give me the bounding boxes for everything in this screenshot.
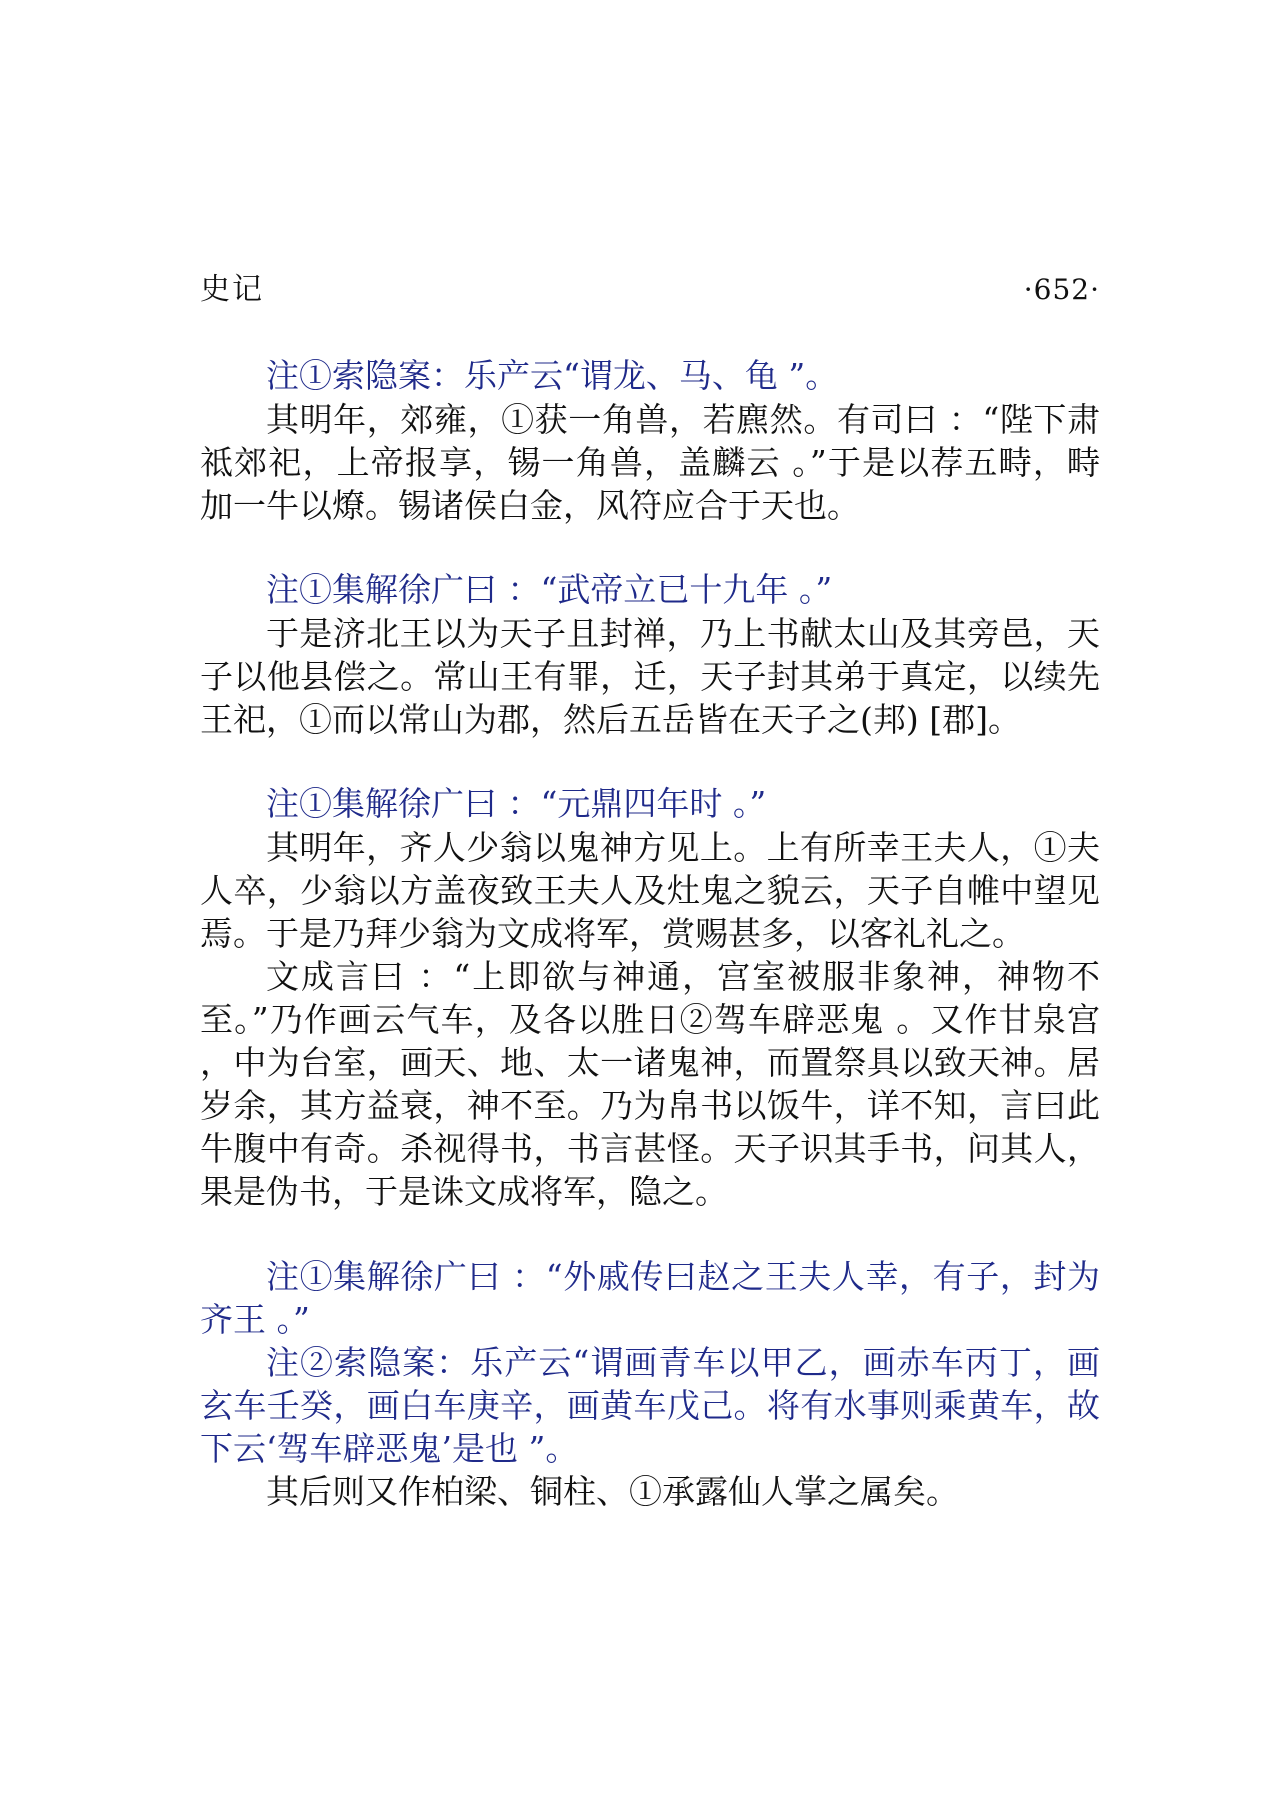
annotation-note: 注①索隐案：乐产云“谓龙、马、龟 ”。 <box>266 356 839 395</box>
page-header <box>200 270 1100 314</box>
body-paragraph: 其明年，郊雍，①获一角兽，若麃然。有司曰 ：“陛下肃祗郊祀，上帝报享，锡一角兽，盖麟云 。”于是以荐五畤，畤加一牛以燎。锡诸侯白金，风符应合于天也。 <box>200 400 1100 525</box>
body-paragraph: 文成言曰 ：“上即欲与神通，宫室被服非象神，神物不至。”乃作画云气车，及各以胜日②驾车辟恶鬼 。又作甘泉宫 ，中为台室，画天、地、太一诸鬼神，而置祭具以致天神。居岁余，其方益衰，神不至。乃为帛书以饭牛，详不知，言曰此牛腹中有奇。杀视得书，书言甚怪。天子识其手书，问其人，果是伪书，于是诛文成将军，隐之。 <box>200 957 1100 1211</box>
body-paragraph: 其明年，齐人少翁以鬼神方见上。上有所幸王夫人，①夫人卒，少翁以方盖夜致王夫人及灶鬼之貌云，天子自帷中望见焉。于是乃拜少翁为文成将军，赏赐甚多，以客礼礼之。 <box>200 828 1100 953</box>
body-paragraph: 于是济北王以为天子且封禅，乃上书献太山及其旁邑，天子以他县偿之。常山王有罪，迁，天子封其弟于真定，以续先王祀，①而以常山为郡，然后五岳皆在天子之(邦) [郡]。 <box>200 614 1100 739</box>
page-number: ·652· <box>1023 273 1100 306</box>
annotation-note: 注①集解徐广曰 ：“武帝立已十九年 。” <box>266 570 833 609</box>
book-title: 史记 <box>200 272 264 307</box>
annotation-note: 注①集解徐广曰 ：“外戚传曰赵之王夫人幸，有子，封为齐王 。” <box>200 1257 1100 1339</box>
annotation-note: 注②索隐案：乐产云“谓画青车以甲乙，画赤车丙丁，画玄车壬癸，画白车庚辛，画黄车戊己。将有水事则乘黄车，故下云‘驾车辟恶鬼’是也 ”。 <box>200 1343 1100 1468</box>
annotation-note: 注①集解徐广曰 ：“元鼎四年时 。” <box>266 784 767 823</box>
body-paragraph: 其后则又作柏梁、铜柱、①承露仙人掌之属矣。 <box>266 1472 959 1511</box>
